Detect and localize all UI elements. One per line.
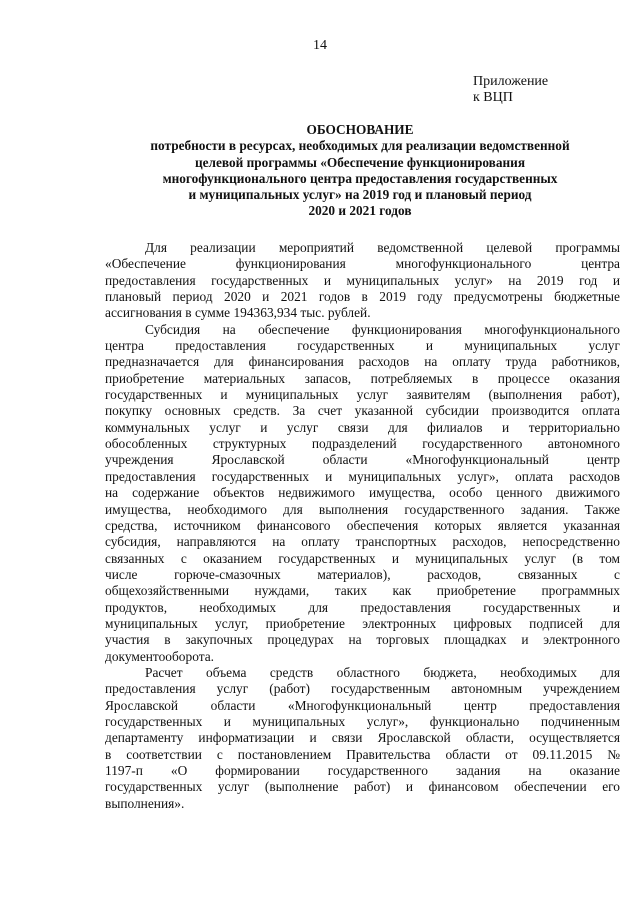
title-line: и муниципальных услуг» на 2019 год и плановый период: [188, 187, 532, 203]
text-line: государственных услуг (выполнение работ) и финансовом обеспечении его: [105, 779, 620, 795]
document-title: [100, 122, 620, 220]
title-line: потребности в ресурсах, необходимых для реализации ведомственной: [150, 138, 570, 154]
page-number: 14: [313, 38, 327, 53]
paragraph: [105, 665, 620, 812]
text-line: Ярославской области «Многофункциональный центр предоставления: [105, 697, 620, 713]
text-line: плановый период 2020 и 2021 годов в 2019 году предусмотрены бюджетные: [105, 289, 620, 305]
appendix-label: [473, 74, 548, 106]
text-line: муниципальных услуг, приобретение электронных цифровых подписей для: [105, 615, 620, 631]
text-line: числе горюче-смазочных материалов), расходов, связанных с: [105, 566, 620, 582]
text-line: обособленных структурных подразделений государственного автономного: [105, 436, 620, 452]
text-line: участия в закупочных процедурах на торговых площадках и электронного: [105, 632, 620, 648]
text-line: покупку основных средств. За счет указанной субсидии производится оплата: [105, 403, 620, 419]
text-line: 1197-п «О формировании государственного задания на оказание: [105, 763, 620, 778]
text-line: приобретение материальных запасов, потребляемых в процессе оказания: [105, 370, 620, 386]
text-line: документооборота.: [105, 648, 215, 664]
text-line: «Обеспечение функционирования многофункционального центра: [105, 256, 620, 272]
text-line: центра предоставления государственных и муниципальных услуг: [105, 338, 620, 354]
appendix-line: к ВЦП: [473, 90, 513, 105]
paragraph: [105, 240, 620, 322]
text-line: предназначается для финансирования расходов на оплату труда работников,: [105, 354, 620, 370]
text-line: выполнения».: [105, 795, 185, 811]
text-line: имущества, необходимого для выполнения государственного задания. Также: [105, 501, 620, 517]
title-heading: ОБОСНОВАНИЕ: [306, 122, 414, 137]
text-line: Субсидия на обеспечение функционирования многофункционального: [145, 321, 620, 337]
text-line: связанных с оказанием государственных и муниципальных услуг (в том: [105, 550, 620, 566]
text-line: ассигнования в сумме 194363,934 тыс. рублей.: [105, 305, 371, 321]
text-line: средства, источником финансового обеспечения которых является указанная: [105, 517, 620, 533]
text-line: учреждения Ярославской области «Многофункциональный центр: [105, 452, 620, 468]
text-line: предоставления услуг (работ) государственным автономным учреждением: [105, 681, 620, 697]
text-line: Расчет объема средств областного бюджета, необходимых для: [145, 664, 620, 680]
text-line: коммунальных услуг и услуг связи для филиалов и территориально: [105, 419, 620, 435]
title-line: 2020 и 2021 годов: [308, 203, 412, 219]
text-line: на содержание объектов недвижимого имущества, особо ценного движимого: [105, 485, 620, 501]
text-line: предоставления государственных и муниципальных услуг» на 2019 год и: [105, 272, 620, 288]
text-line: Для реализации мероприятий ведомственной целевой программы: [145, 240, 620, 255]
text-line: департаменту информатизации и связи Ярославской области, осуществляется: [105, 730, 620, 746]
title-line: целевой программы «Обеспечение функционирования: [194, 154, 526, 170]
text-line: государственных и муниципальных услуг», функционально подчиненным: [105, 713, 620, 729]
document-body: [105, 240, 620, 812]
text-line: субсидия, направляются на оплату транспортных расходов, непосредственно: [105, 534, 620, 550]
title-line: многофункционального центра предоставления государственных: [162, 170, 558, 186]
text-line: предоставления государственных и муниципальных услуг», оплата расходов: [105, 468, 620, 484]
appendix-line: Приложение: [473, 74, 549, 89]
text-line: в соответствии с постановлением Правительства области от 09.11.2015 №: [105, 746, 620, 762]
paragraph: [105, 322, 620, 665]
text-line: продуктов, необходимых для предоставления государственных и: [105, 599, 620, 615]
text-line: государственных и муниципальных услуг заявителям (выполнения работ),: [105, 387, 620, 403]
text-line: общехозяйственными нуждами, таких как приобретение программных: [105, 583, 620, 599]
